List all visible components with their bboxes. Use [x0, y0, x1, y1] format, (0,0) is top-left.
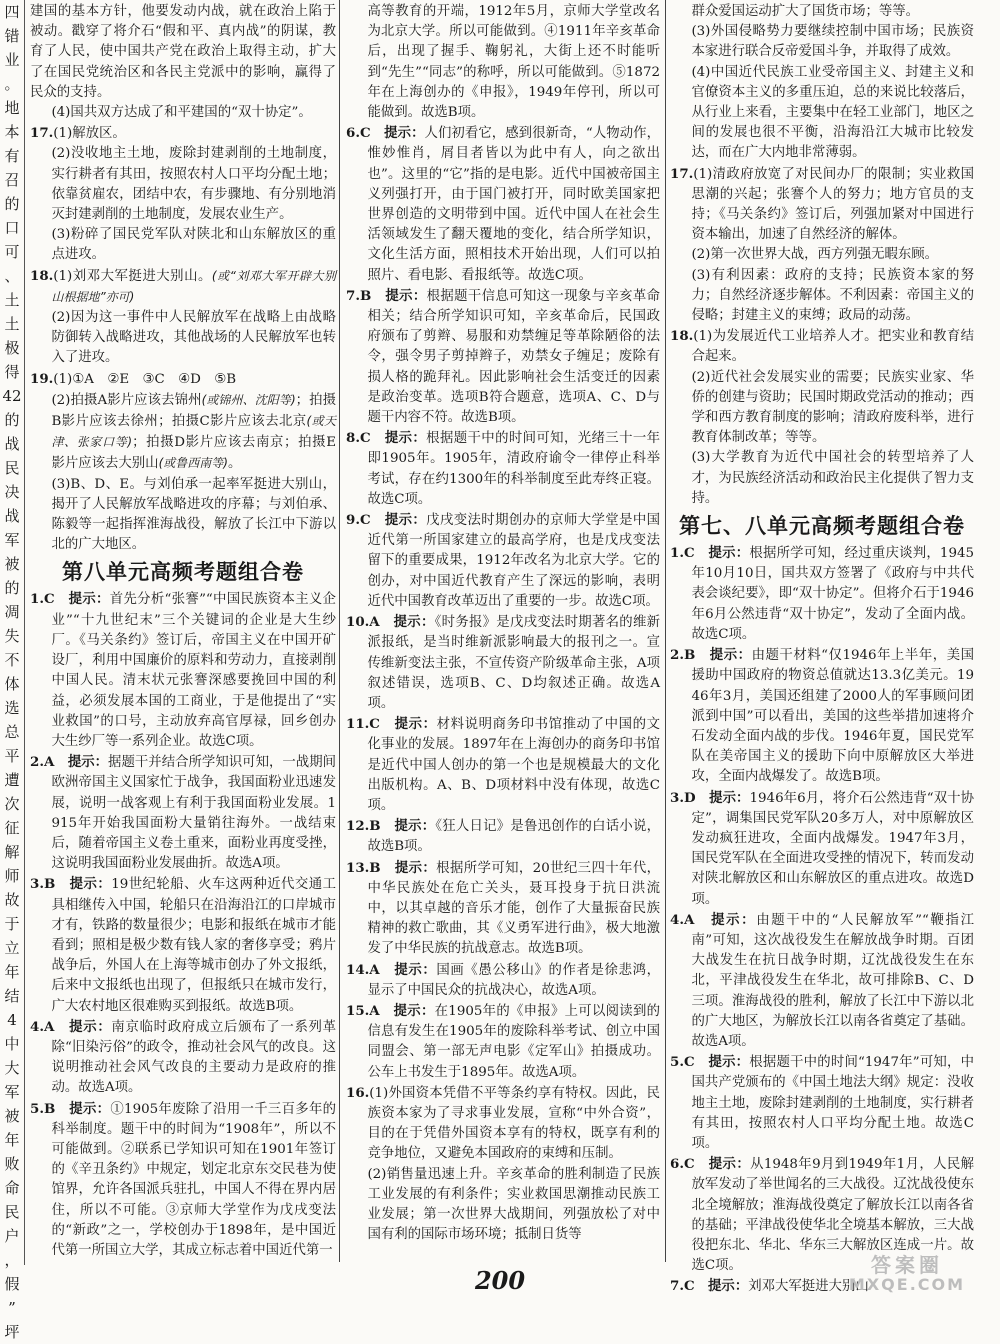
answer-item-18: 18.(1)刘邓大军挺进大别山。(或“刘邓大军开辟大别山根据地”亦可): [30, 267, 337, 304]
margin-stub-glyph: 师: [4, 867, 20, 885]
margin-stub-glyph: 故: [4, 891, 20, 909]
section-title: 第七、八单元高频考题组合卷: [679, 514, 965, 539]
answer-item: 1.C 提示：根据所学可知，经过重庆谈判，1945年10月10日，国共双方签署了《政府与中共代表会谈纪要》，即“双十协定”。但将介石于1946年6月公然违背“双十协定”，发动了全面内战。故选C项。: [670, 545, 975, 642]
margin-stub-glyph: 得: [4, 363, 20, 381]
margin-stub-glyph: 极: [4, 339, 20, 357]
answer-item: 1.C 提示：首先分析“张謇”“中国民族资本主义企业”“十九世纪末”三个关键词的企业是大生纱厂。《马关条约》签订后，帝国主义在中国开矿设厂，利用中国廉价的原料和劳动力，直接剥削中国人民。清末状元张謇深感要挽回中国的利益，必须发展本国的工商业，于是他提出了“实业救国”的口号，主动放弃高官厚禄，回乡创办大生纱厂等一系列企业。故选C项。: [30, 591, 337, 749]
margin-stub-glyph: 征: [4, 819, 20, 837]
margin-stub-glyph: 败: [4, 1155, 20, 1173]
answer-item: 6.C 提示：人们初看它，感到很新奇，“人物动作，惟妙惟肖，屑目者皆以为此中有人，向之欲出也”。这里的“它”指的是电影。近代中国被帝国主义列强打开，由于国门被打开，同时欧美国家把世界创造的文明带到中国。近代中国人在社会生活领域发生了翻天覆地的变化，结合所学知识，文化生活方面，照相技术开始出现，人们可以拍照片、看电影、看报纸等。故选C项。: [346, 125, 661, 283]
margin-stub-glyph: 年: [4, 1131, 20, 1149]
margin-stub-glyph: 决: [4, 483, 20, 501]
margin-stub-glyph: ”: [8, 1299, 16, 1317]
answer-part: (2)没收地主土地，废除封建剥削的土地制度，实行耕者有其田，按照农村人口平均分配土地；依靠贫雇农，团结中农，有步骤地、有分别地消灭封建剥削的土地制度，发展农业生产。: [51, 146, 336, 223]
answer-item: 2.B 提示：由题干材料“仅1946年上半年，美国援助中国政府的物资总值就达13.3亿美元。1946年3月，美国还组建了2000人的军事顾问团派到中国”可以看出，美国的这些举措加速将介石发动全面内战的步伐。1946年夏，国民党军队在美帝国主义的援助下向中原解放区大举进攻，全面内战爆发了。故选B项。: [670, 647, 975, 785]
margin-stub-glyph: 遭: [4, 771, 20, 789]
margin-stub-glyph: 战: [4, 507, 20, 525]
margin-stub-glyph: 命: [4, 1179, 20, 1197]
section-title: 第八单元高频考题组合卷: [62, 560, 304, 585]
answer-item-19: 19.(1)①A ②E ③C ④D ⑤B: [30, 370, 237, 387]
margin-stub-glyph: 次: [4, 795, 20, 813]
margin-stub-glyph: 总: [4, 723, 20, 741]
answer-item: 14.A 提示：国画《愚公移山》的作者是徐悲鸿，显示了中国民众的抗战决心，故选A项。: [346, 961, 660, 998]
answer-item: 7.C 提示：刘邓大军挺进大别山: [670, 1278, 869, 1295]
answer-part: (2)近代社会发展实业的需要；民族实业家、华侨的创建与资助；民国时期政党活动的推动；西学和西方教育制度的影响；清政府废科举，进行教育体制改革；等等。: [691, 369, 974, 446]
column-middle: [346, 2, 660, 1264]
answer-part: (2)拍摄A影片应该去锦州(或锦州、沈阳等)；拍摄B影片应该去徐州；拍摄C影片应该去北京(或天津、张家口等)；拍摄D影片应该去南京；拍摄E影片应该去大别山(或鲁西南等)。: [51, 392, 337, 472]
answer-item: 10.A 提示：《时务报》是戊戌变法时期著名的维新派报纸，是当时维新派影响最大的报刊之一。宣传维新变法主张，不宣传资产阶级革命主张，A项叙述错误，选项B、C、D均叙述正确。故选A项。: [346, 614, 660, 711]
margin-stub-glyph: 中: [4, 1035, 20, 1053]
margin-stub-glyph: 业: [4, 51, 20, 69]
answer-item: 6.C 提示：从1948年9月到1949年1月，人民解放军发动了举世闻名的三大战役。辽沈战役使东北全境解放；淮海战役奠定了解放长江以南各省的基础；平津战役使华北全境基本解放，三大战役把东北、华北、华东三大解放区连成一片。故选C项。: [670, 1156, 975, 1274]
answer-part: (3)粉碎了国民党军队对陕北和山东解放区的重点进攻。: [51, 227, 336, 263]
margin-stub-glyph: 坪: [4, 1323, 20, 1341]
margin-stub-glyph: 凋: [4, 603, 20, 621]
answer-item: 2.A 提示：据题干并结合所学知识可知，一战期间欧洲帝国主义国家忙于战争，我国面粉业迅速发展，说明一战客观上有利于我国面粉业发展。1915年开始我国面粉大量销往海外。一战结束后，随着帝国主义卷土重来，面粉业再度受挫，这说明我国面粉业发展曲折。故选A项。: [30, 754, 337, 872]
margin-stub-glyph: 土: [4, 315, 20, 333]
margin-stub-glyph: 的: [4, 579, 20, 597]
margin-stub-glyph: 失: [4, 627, 20, 645]
continued-text: 高等教育的开端，1912年5月，京师大学堂改名为北京大学。所以可能做到。④1911年辛亥革命后，出现了握手、鞠躬礼，大街上还不时能听到“先生”“同志”的称呼，所以可能做到。⑤1872年在上海创办的《申报》，1949年停刊，所以可能做到。故选B项。: [367, 4, 660, 121]
margin-stub-glyph: 结: [4, 987, 20, 1005]
answer-item: 5.B 提示：①1905年废除了沿用一千三百多年的科举制度。题干中的时间为“1908年”，所以不可能做到。②联系已学知识可知在1901年签订的《辛丑条约》中规定，划定北京东交民巷为使馆界，允许各国派兵驻扎，中国人不得在界内居住，所以不可能。③京师大学堂作为戊戌变法的“新政”之一，学校创办于1898年，是中国近代第一所国立大学，其成立标志着中国近代第一: [30, 1100, 337, 1258]
margin-stub-glyph: 军: [4, 1083, 20, 1101]
margin-stub-glyph: 解: [4, 843, 20, 861]
page-number: 200: [474, 1266, 526, 1295]
margin-stub-glyph: 军: [4, 531, 20, 549]
answer-part: (4)中国近代民族工业受帝国主义、封建主义和官僚资本主义的多重压迫，总的来说比较落后，从行业上来看，主要集中在轻工业部门，地区之间的发展也很不平衡，沿海沿江大城市比较发达，而在广大内地非常薄弱。: [691, 64, 974, 161]
margin-stub-glyph: 选: [4, 699, 20, 717]
margin-stub-glyph: 平: [4, 747, 20, 765]
answer-item: 12.B 提示：《狂人日记》是鲁迅创作的白话小说，故选B项。: [346, 818, 661, 855]
margin-stub-glyph: 假: [4, 1275, 20, 1293]
answer-part: (3)B、D、E。与刘伯承一起率军挺进大别山，揭开了人民解放军战略进攻的序幕；与刘伯承、陈毅等一起指挥淮海战役，解放了长江中下游以北的广大地区。: [51, 476, 336, 553]
answer-part: (4)国共双方达成了和平建国的“双十协定”。: [51, 105, 312, 121]
answer-part: (2)第一次世界大战，西方列强无暇东顾。: [691, 247, 939, 263]
answer-item: 3.B 提示：19世纪轮船、火车这两种近代交通工具相继传入中国，轮船只在沿海沿江的口岸城市才有，铁路的数量很少；电影和报纸在城市才能看到；照相是极少数有钱人家的奢侈享受；鸦片战争后，外国人在上海等城市创办了外文报纸，后来中文报纸也出现了，但报纸只在城市发行，广大农村地区很难购买到报纸。故选B项。: [30, 876, 336, 1014]
answer-item: 9.C 提示：戊戌变法时期创办的京师大学堂是中国近代第一所国家建立的最高学府，也是戊戌变法留下的重要成果，1912年改名为北京大学。它的创办，对中国近代教育产生了深远的影响，表明近代中国教育改革迈出了重要的一步。故选C项。: [346, 512, 661, 609]
margin-stub-glyph: 口: [4, 219, 20, 237]
margin-stub-glyph: 召: [4, 171, 20, 189]
margin-stub-glyph: 户: [4, 1227, 20, 1245]
margin-stub-glyph: 被: [4, 555, 20, 573]
continued-text: 群众爱国运动扩大了国货市场；等等。: [691, 4, 920, 19]
answer-item: 8.C 提示：根据题干中的时间可知，光绪三十一年即1905年。1905年，清政府谕令一律停止科举考试，存在约1300年的科举制度至此寿终正寝。故选C项。: [346, 430, 661, 507]
answer-item: 16.(1)外国资本凭借不平等条约享有特权。因此，民族资本家为了寻求事业发展，宣称“中外合资”，目的在于凭借外国资本享有的特权，既享有利的竞争地位，又避免本国政府的束缚和压制。: [346, 1084, 660, 1162]
answer-item: 15.A 提示：在1905年的《申报》上可以阅读到的信息有发生在1905年的废除科举考试、创立中国同盟会、第一部无声电影《定军山》拍摄成功。公车上书发生于1895年。故选A项。: [346, 1002, 661, 1080]
column-divider: [339, 0, 340, 1262]
margin-stub-glyph: 民: [4, 459, 20, 477]
answer-item: 3.D 提示：1946年6月，将介石公然违背“双十协定”，调集国民党军队20多万人，对中原解放区发动疯狂进攻，全面内战爆发。1947年3月，国民党军队在全面进攻受挫的情况下，转而发动对陕北解放区和山东解放区的重点进攻。故选D项。: [670, 789, 975, 907]
answer-item: 7.B 提示：根据题干信息可知这一现象与辛亥革命相关；结合所学知识可知，辛亥革命后，民国政府颁布了剪辫、易服和劝禁缠足等革除陋俗的法令，强令男子剪掉辫子，劝禁女子缠足；废除有损人格的跪拜礼。因此影响社会生活变迁的因素是政治变革。选项B符合题意，选项A、C、D与题干内容不符。故选B项。: [346, 287, 661, 426]
answer-item-17: 17.(1)解放区。: [30, 125, 126, 142]
margin-stub: [0, 0, 25, 1341]
margin-stub-glyph: 体: [4, 675, 20, 693]
margin-stub-glyph: 战: [4, 435, 20, 453]
margin-stub-glyph: 民: [4, 1203, 20, 1221]
margin-stub-glyph: 有: [4, 147, 20, 165]
margin-stub-glyph: 被: [4, 1107, 20, 1125]
answer-item: 4.A 提示：由题干中的“人民解放军”“鞭指江南”可知，这次战役发生在解放战争时期。百团大战发生在抗日战争时期，辽沈战役发生在东北，平津战役发生在华北，故可排除B、C、D三项。淮海战役的胜利，解放了长江中下游以北的广大地区，为解放长江以南各省奠定了基础。故选A项。: [670, 911, 974, 1049]
margin-stub-glyph: 立年: [4, 939, 20, 981]
margin-stub-glyph: 四: [4, 3, 20, 21]
margin-stub-glyph: 42: [2, 387, 22, 405]
answer-part: (3)大学教育为近代中国社会的转型培养了人才，为民族经济活动和政治民主化提供了智力支持。: [691, 450, 974, 506]
margin-stub-glyph: 4: [7, 1011, 17, 1029]
margin-stub-glyph: 。: [4, 75, 20, 93]
margin-stub-glyph: 错: [4, 27, 20, 45]
answer-item: 4.A 提示：南京临时政府成立后颁布了一系列革除“旧染污俗”的政令，推动社会风气的改良。这说明推动社会风气改良的主要动力是政府的推动。故选A项。: [30, 1018, 337, 1096]
margin-stub-glyph: 不: [4, 651, 20, 669]
answer-part: (2)因为这一事件中人民解放军在战略上由战略防御转入战略进攻，其他战场的人民解放军也转入了进攻。: [51, 310, 336, 366]
margin-stub-glyph: 本: [4, 123, 20, 141]
margin-stub-glyph: 于: [4, 915, 20, 933]
answer-item: 13.B 提示：根据所学可知，20世纪三四十年代，中华民族处在危亡关头，聂耳投身于抗日洪流中，以其卓越的音乐才能，创作了大量振奋民族精神的救亡歌曲，其《义勇军进行曲》，极大地激发了中华民族的抗战意志。故选B项。: [346, 859, 660, 957]
margin-stub-glyph: 土: [4, 291, 20, 309]
answer-part: (3)外国侵略势力要继续控制中国市场；民族资本家进行联合反帝爱国斗争，并取得了成效。: [691, 24, 974, 60]
column-left: [30, 2, 336, 1264]
answer-part: (2)销售量迅速上升。辛亥革命的胜利制造了民族工业发展的有利条件；实业救国思潮推动民族工业发展；第一次世界大战期间，列强放松了对中国有利的国际市场环境；抵制日货等: [367, 1166, 660, 1243]
watermark-logo: 答案圈 MXQE.COM: [848, 1253, 966, 1294]
column-divider: [665, 0, 666, 1262]
margin-stub-glyph: 、: [4, 267, 20, 285]
margin-stub-glyph: 大: [4, 1059, 20, 1077]
answer-item: 11.C 提示：材料说明商务印书馆推动了中国的文化事业的发展。1897年在上海创办的商务印书馆是近代中国人创办的第一个也是规模最大的文化出版机构。A、B、D项材料中没有体现，故选C项。: [346, 716, 661, 813]
margin-stub-glyph: 地: [4, 99, 20, 117]
answer-part: (3)有利因素：政府的支持；民族资本家的努力；自然经济逐步解体。不利因素：帝国主义的侵略；封建主义的束缚；政局的动荡。: [691, 267, 974, 324]
answer-item: 5.C 提示：根据题干中的时间“1947年”可知，中国共产党颁布的《中国土地法大纲》规定：没收地主土地，废除封建剥削的土地制度，实行耕者有其田，按照农村人口平均分配土地。故选C项。: [670, 1054, 975, 1151]
answer-item: 18.(1)为发展近代工业培养人才。把实业和教育结合起来。: [670, 328, 974, 365]
margin-stub-glyph: 的: [4, 195, 20, 213]
margin-stub-glyph: ，: [4, 1251, 20, 1269]
answer-item: 17.(1)清政府放宽了对民间办厂的限制；实业救国思潮的兴起；张謇个人的努力；地方官员的支持；《马关条约》签订后，列强加紧对中国进行资本输出，加速了自然经济的解体。: [670, 165, 974, 243]
margin-stub-glyph: 可: [4, 243, 20, 261]
continued-text: 建国的基本方针，他要发动内战，就在政治上陷于被动。戳穿了将介石“假和平、真内战”的阴谋，教育了人民，使中国共产党在政治上取得主动，扩大了在国民党统治区和各民主党派中的影响，赢得了民众的支持。: [30, 4, 336, 100]
margin-stub-glyph: 的: [4, 411, 20, 429]
